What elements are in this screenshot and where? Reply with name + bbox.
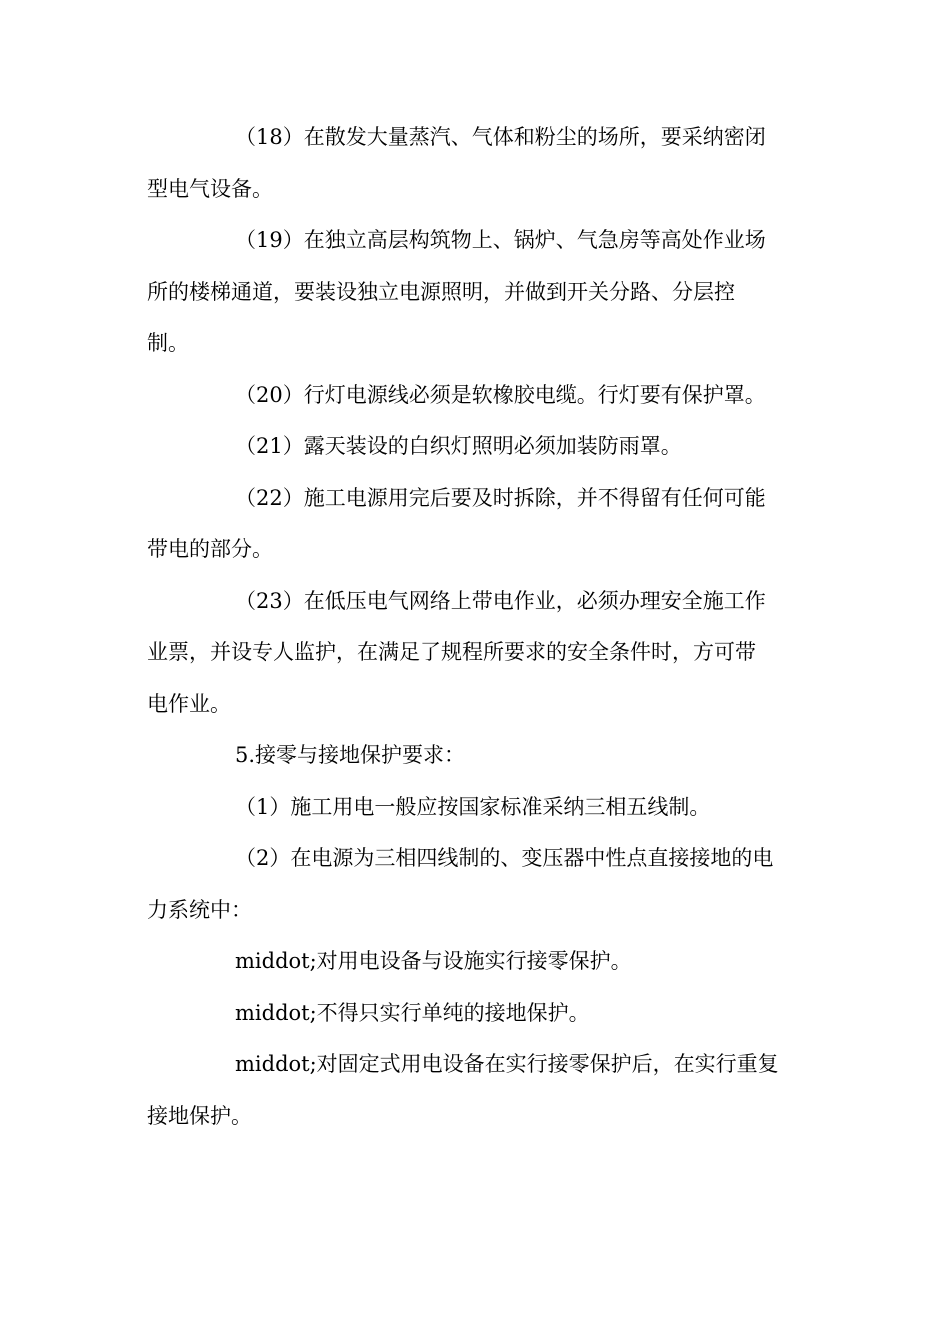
paragraph-line: （19）在独立高层构筑物上、锅炉、气急房等高处作业场: [235, 228, 766, 252]
paragraph-line: 型电气设备。: [147, 176, 273, 201]
paragraph-line: 所的楼梯通道，要装设独立电源照明，并做到开关分路、分层控: [147, 279, 735, 304]
paragraph-line: 电作业。: [147, 691, 231, 716]
paragraph-18: [147, 112, 812, 215]
section-heading-5: [147, 730, 812, 782]
paragraph-line: 接地保护。: [147, 1103, 252, 1128]
paragraph-line: （1）施工用电一般应按国家标准采纳三相五线制。: [235, 794, 711, 819]
bullet-item-2: [147, 988, 812, 1040]
paragraph-21: [147, 421, 812, 473]
paragraph-line: 带电的部分。: [147, 537, 273, 561]
paragraph-line: 力系统中：: [147, 897, 252, 922]
paragraph-22: [147, 473, 812, 576]
paragraph-5-1: [147, 782, 812, 834]
paragraph-line: （2）在电源为三相四线制的、变压器中性点直接接地的电: [235, 846, 774, 870]
paragraph-line: （18）在散发大量蒸汽、气体和粉尘的场所，要采纳密闭: [235, 125, 766, 149]
paragraph-23: [147, 576, 812, 731]
paragraph-line: （23）在低压电气网络上带电作业，必须办理安全施工作: [235, 588, 766, 613]
paragraph-line: middot;对用电设备与设施实行接零保护。: [235, 949, 632, 973]
paragraph-line: （21）露天装设的白织灯照明必须加装防雨罩。: [235, 434, 682, 458]
paragraph-line: （22）施工电源用完后要及时拆除，并不得留有任何可能: [235, 485, 766, 510]
paragraph-19: [147, 215, 812, 370]
paragraph-20: [147, 370, 812, 422]
paragraph-5-2: [147, 833, 812, 936]
paragraph-line: middot;对固定式用电设备在实行接零保护后，在实行重复: [235, 1052, 779, 1076]
bullet-item-3: [147, 1039, 812, 1142]
paragraph-line: （20）行灯电源线必须是软橡胶电缆。行灯要有保护罩。: [235, 382, 766, 407]
bullet-item-1: [147, 936, 812, 988]
paragraph-line: 5.接零与接地保护要求：: [235, 743, 466, 767]
document-body: [147, 112, 812, 1142]
paragraph-line: 业票，并设专人监护，在满足了规程所要求的安全条件时，方可带: [147, 640, 756, 664]
paragraph-line: 制。: [147, 331, 189, 355]
paragraph-line: middot;不得只实行单纯的接地保护。: [235, 1000, 590, 1025]
